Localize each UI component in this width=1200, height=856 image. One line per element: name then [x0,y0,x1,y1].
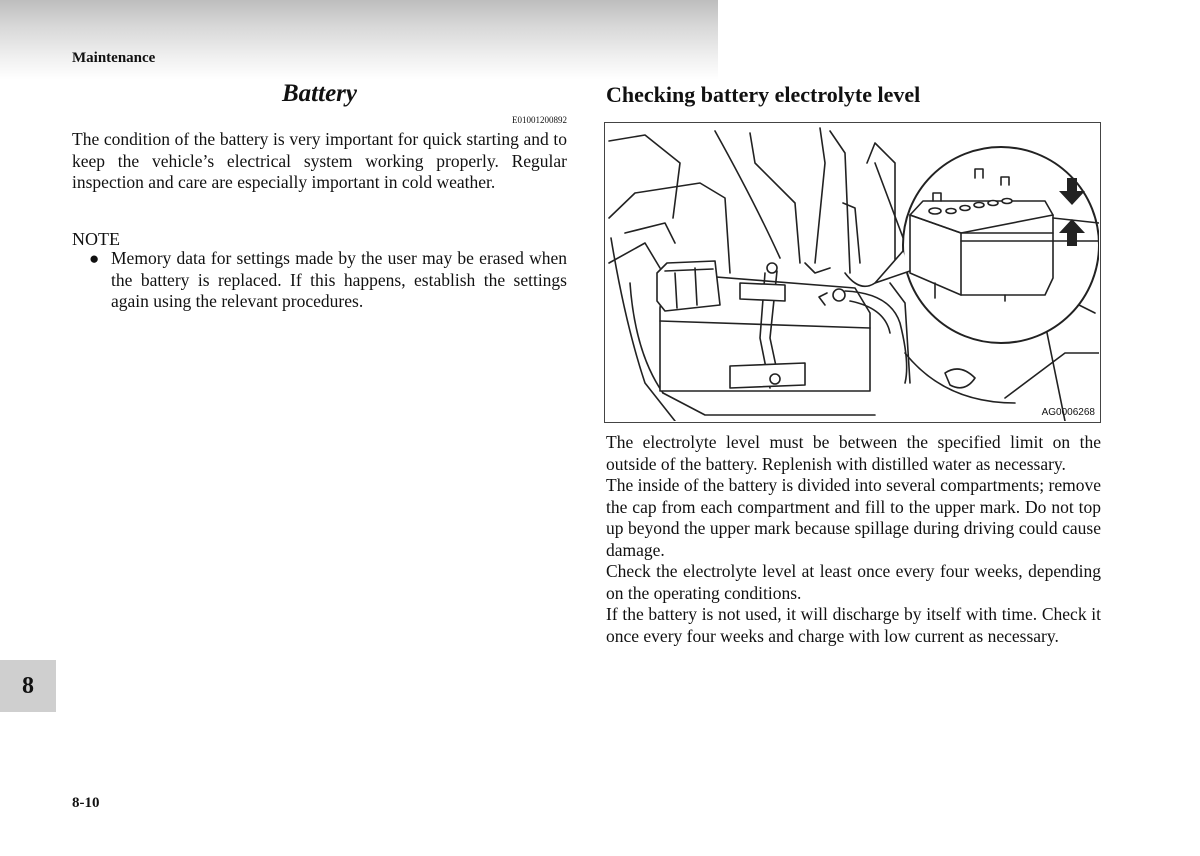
figure-code: AG0006268 [1041,407,1095,418]
reference-code: E01001200892 [512,115,567,125]
battery-drawing [605,123,1099,421]
electrolyte-instructions [606,432,1101,647]
battery-intro-paragraph: The condition of the battery is very important for quick starting and to keep the vehicle’s electrical system working properly. Regular inspection and care are especially important in cold weather. [72,129,567,192]
paragraph: Check the electrolyte level at least once every four weeks, depending on the operating conditions. [606,561,1101,603]
section-title: Checking battery electrolyte level [606,82,921,107]
header-band [0,0,718,80]
page-number: 8-10 [72,795,100,811]
note-text: Memory data for settings made by the user may be erased when the battery is replaced. If this happens, establish the settings again using the relevant procedures. [111,248,567,311]
battery-illustration [604,122,1101,423]
chapter-tab: 8 [0,660,56,712]
bullet-icon: ● [89,249,100,268]
paragraph: The electrolyte level must be between the specified limit on the outside of the battery. Replenish with distilled water as necessary. [606,432,1101,474]
paragraph: If the battery is not used, it will discharge by itself with time. Check it once every four weeks and charge with low current as necessary. [606,604,1101,646]
note-label: NOTE [72,229,120,249]
note-item [72,248,567,313]
page-title: Battery [282,80,357,107]
paragraph: The inside of the battery is divided into several compartments; remove the cap from each compartment and fill to the upper mark. Do not top up beyond the upper mark because spillage during driving could cause damage. [606,475,1101,560]
section-label: Maintenance [72,50,156,66]
